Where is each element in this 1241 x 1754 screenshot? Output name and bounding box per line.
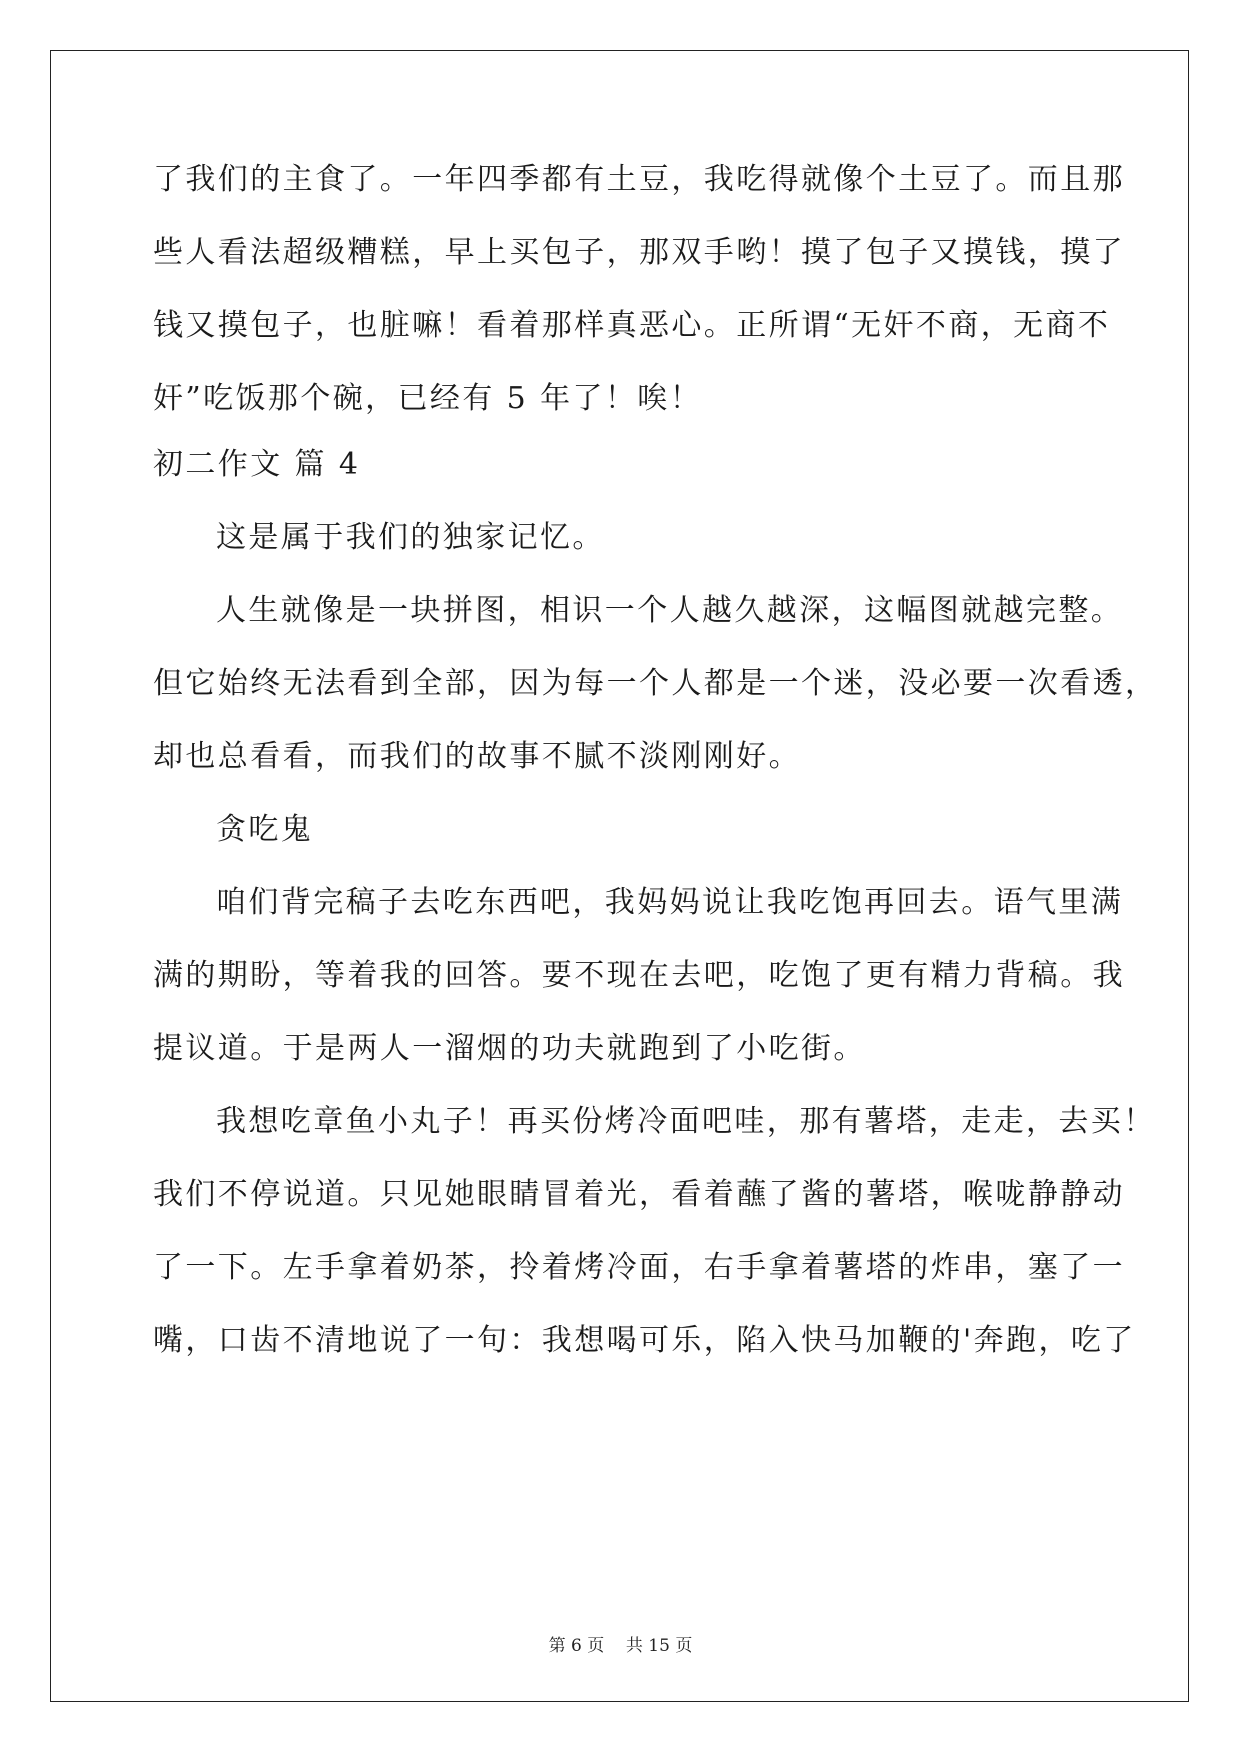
page-border <box>50 50 1189 1702</box>
paragraph-line: 满的期盼，等着我的回答。要不现在去吧，吃饱了更有精力背稿。我 <box>153 958 1125 993</box>
paragraph-line: 了我们的主食了。一年四季都有土豆，我吃得就像个土豆了。而且那 <box>153 162 1125 197</box>
paragraph-line: 咱们背完稿子去吃东西吧，我妈妈说让我吃饱再回去。语气里满 <box>216 885 1124 920</box>
paragraph-line: 却也总看看，而我们的故事不腻不淡刚刚好。 <box>153 739 801 774</box>
paragraph-line: 这是属于我们的独家记忆。 <box>216 520 605 555</box>
section-heading: 初二作文 篇 4 <box>153 447 361 482</box>
page-number: 第 6 页 <box>548 1636 605 1656</box>
paragraph-line: 些人看法超级糟糕，早上买包子，那双手哟！摸了包子又摸钱，摸了 <box>153 235 1125 270</box>
paragraph-line: 我们不停说道。只见她眼睛冒着光，看着蘸了酱的薯塔，喉咙静静动 <box>153 1177 1125 1212</box>
paragraph-line: 我想吃章鱼小丸子！再买份烤冷面吧哇，那有薯塔，走走，去买！ <box>216 1104 1156 1139</box>
total-pages: 共 15 页 <box>625 1636 693 1656</box>
paragraph-line: 提议道。于是两人一溜烟的功夫就跑到了小吃街。 <box>153 1031 866 1066</box>
page-footer <box>0 1631 1241 1656</box>
subheading: 贪吃鬼 <box>216 812 314 847</box>
paragraph-line: 了一下。左手拿着奶茶，拎着烤冷面，右手拿着薯塔的炸串，塞了一 <box>153 1250 1125 1285</box>
paragraph-line: 但它始终无法看到全部，因为每一个人都是一个迷，没必要一次看透， <box>153 666 1158 701</box>
paragraph-line: 钱又摸包子，也脏嘛！看着那样真恶心。正所谓“无奸不商，无商不 <box>153 308 1111 343</box>
paragraph-line: 人生就像是一块拼图，相识一个人越久越深，这幅图就越完整。 <box>216 593 1124 628</box>
paragraph-line: 嘴，口齿不清地说了一句：我想喝可乐，陷入快马加鞭的'奔跑，吃了 <box>153 1323 1136 1358</box>
paragraph-line: 奸”吃饭那个碗，已经有 5 年了！唉！ <box>153 381 703 416</box>
